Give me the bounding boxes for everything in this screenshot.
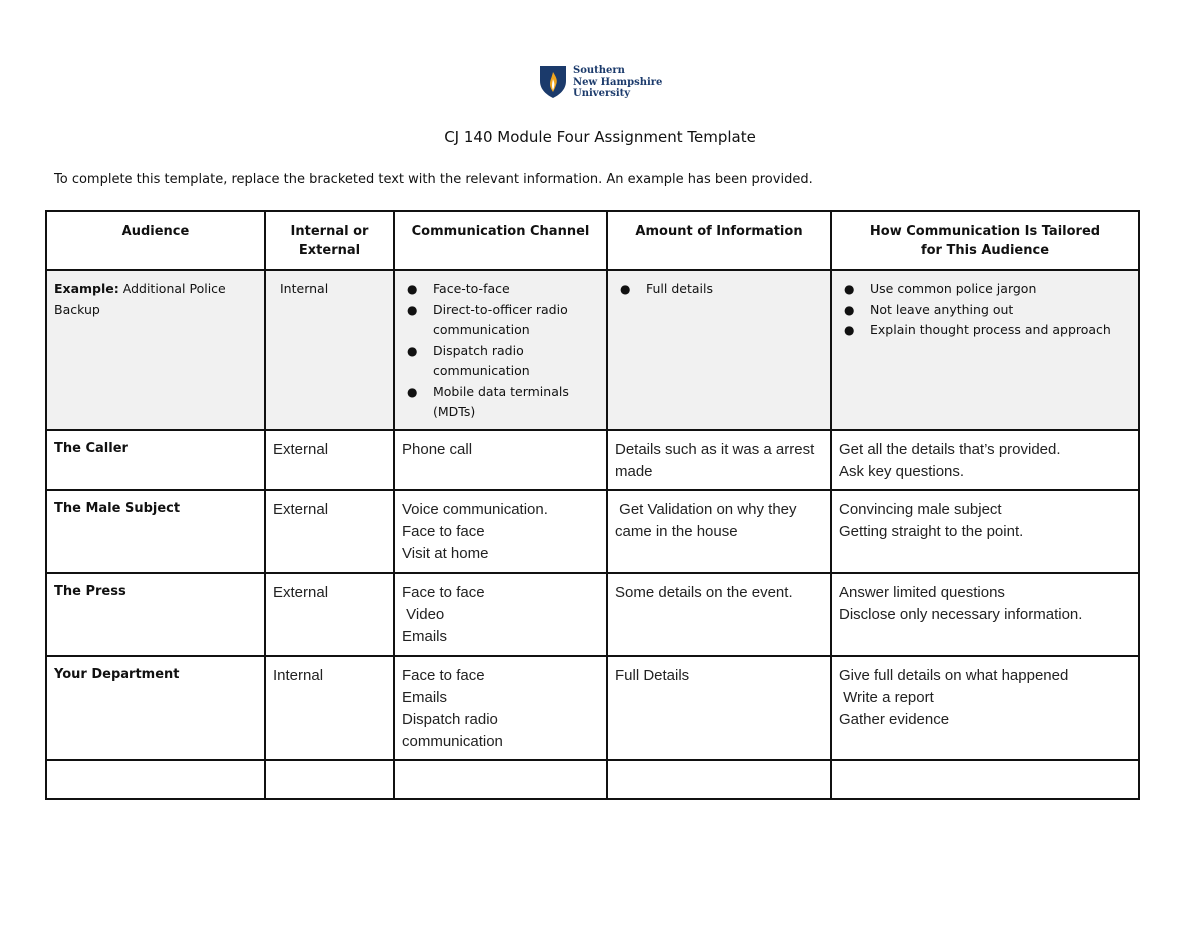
list-item [402,279,599,300]
cell-line: Full Details [615,666,690,684]
bullet-icon: ● [620,282,631,296]
list-item-text: Face-to-face [433,281,510,296]
list-item-text: Direct-to-officer radio communication [433,301,568,337]
empty-cell[interactable] [265,760,394,799]
cell-line: Answer limited questions [839,583,1005,601]
row-tailored [831,490,1139,573]
header-tailored [831,211,1139,270]
list-item [839,279,1131,300]
row-audience: The Male Subject [46,490,265,573]
row-amount [607,490,831,573]
document-title: CJ 140 Module Four Assignment Template [444,128,756,146]
cell-line: Convincing male subject [839,500,1002,518]
list-item [402,341,599,382]
cell-line: Get all the details that’s provided. [839,440,1061,458]
list-item-text: Use common police jargon [870,281,1037,296]
list-item [402,300,599,341]
header-audience: Audience [46,211,265,270]
table-row [46,490,1139,573]
cell-line: Face to face [402,522,485,540]
logo-line-3: University [573,88,631,99]
row-tailored [831,430,1139,490]
header-tailored-line-2: for This Audience [920,243,1050,258]
example-channel-cell [394,270,607,430]
cell-line: Get Validation on why they came in the house [615,500,801,540]
bullet-icon: ● [407,302,418,317]
example-audience: Additional Police Backup [54,281,226,317]
cell-line: Write a report [839,688,934,706]
row-channel [394,490,607,573]
cell-line: Details such as it was a arrest made [615,440,819,480]
example-tailored-list [839,279,1131,341]
row-internal-external: External [265,573,394,656]
row-amount [607,430,831,490]
cell-line: Give full details on what happened [839,666,1069,684]
list-item [839,320,1131,341]
bullet-icon: ● [844,302,855,317]
cell-line: Video [402,605,445,623]
cell-line: Visit at home [402,544,489,562]
example-internal-external [265,270,394,430]
cell-line: Disclose only necessary information. [839,605,1083,623]
header-tailored-line-1: How Communication Is Tailored [869,224,1101,239]
logo-line-1: Southern [573,65,625,76]
cell-line: Voice communication. [402,500,548,518]
header-amount: Amount of Information [607,211,831,270]
example-tailored-cell [831,270,1139,430]
example-amount-cell [607,270,831,430]
university-logo [539,65,662,100]
example-channel-list [402,279,599,423]
list-item [402,382,599,423]
bullet-icon: ● [844,323,855,337]
empty-cell[interactable] [46,760,265,799]
empty-cell[interactable] [607,760,831,799]
list-item-text: Explain thought process and approach [870,322,1111,337]
row-channel [394,573,607,656]
example-label: Example: [54,281,119,296]
table-row [46,573,1139,656]
cell-line: Face to face [402,666,485,684]
shield-flame-icon [539,65,567,99]
header-channel: Communication Channel [394,211,607,270]
example-internal-external-text: Internal [280,281,329,296]
instructions-text: To complete this template, replace the bracketed text with the relevant information. An example has been provided. [54,172,813,187]
row-tailored [831,656,1139,760]
example-amount-list [615,279,823,300]
bullet-icon: ● [407,343,418,358]
cell-line: Phone call [402,440,473,458]
cell-line: Emails [402,688,448,706]
cell-line: Emails [402,627,448,645]
empty-table-row [46,760,1139,799]
cell-line: Face to face [402,583,485,601]
row-amount [607,573,831,656]
row-internal-external: External [265,490,394,573]
header-internal-external: Internal or External [265,211,394,270]
list-item-text: Dispatch radio communication [433,342,530,378]
empty-cell[interactable] [831,760,1139,799]
row-audience: Your Department [46,656,265,760]
list-item-text: Not leave anything out [870,301,1014,317]
table-row [46,430,1139,490]
bullet-icon: ● [407,282,418,296]
row-amount [607,656,831,760]
row-channel [394,430,607,490]
cell-line: Gather evidence [839,710,950,728]
list-item-text: Mobile data terminals (MDTs) [433,383,569,419]
bullet-icon: ● [407,384,418,399]
example-row [46,270,1139,430]
row-audience: The Caller [46,430,265,490]
empty-cell[interactable] [394,760,607,799]
table-header-row [46,211,1139,270]
list-item-text: Full details [646,281,713,296]
cell-line: Ask key questions. [839,462,965,480]
logo-wordmark [573,65,662,100]
cell-line: Dispatch radio communication [402,710,503,750]
row-channel [394,656,607,760]
row-internal-external: External [265,430,394,490]
row-audience: The Press [46,573,265,656]
bullet-icon: ● [844,282,855,296]
cell-line: Getting straight to the point. [839,522,1024,540]
communication-table [45,210,1140,800]
table-row [46,656,1139,760]
logo-line-2: New Hampshire [573,76,663,88]
cell-line: Some details on the event. [615,583,793,601]
example-audience-cell [46,270,265,430]
list-item [615,279,823,300]
row-internal-external: Internal [265,656,394,760]
list-item [839,300,1131,321]
row-tailored [831,573,1139,656]
